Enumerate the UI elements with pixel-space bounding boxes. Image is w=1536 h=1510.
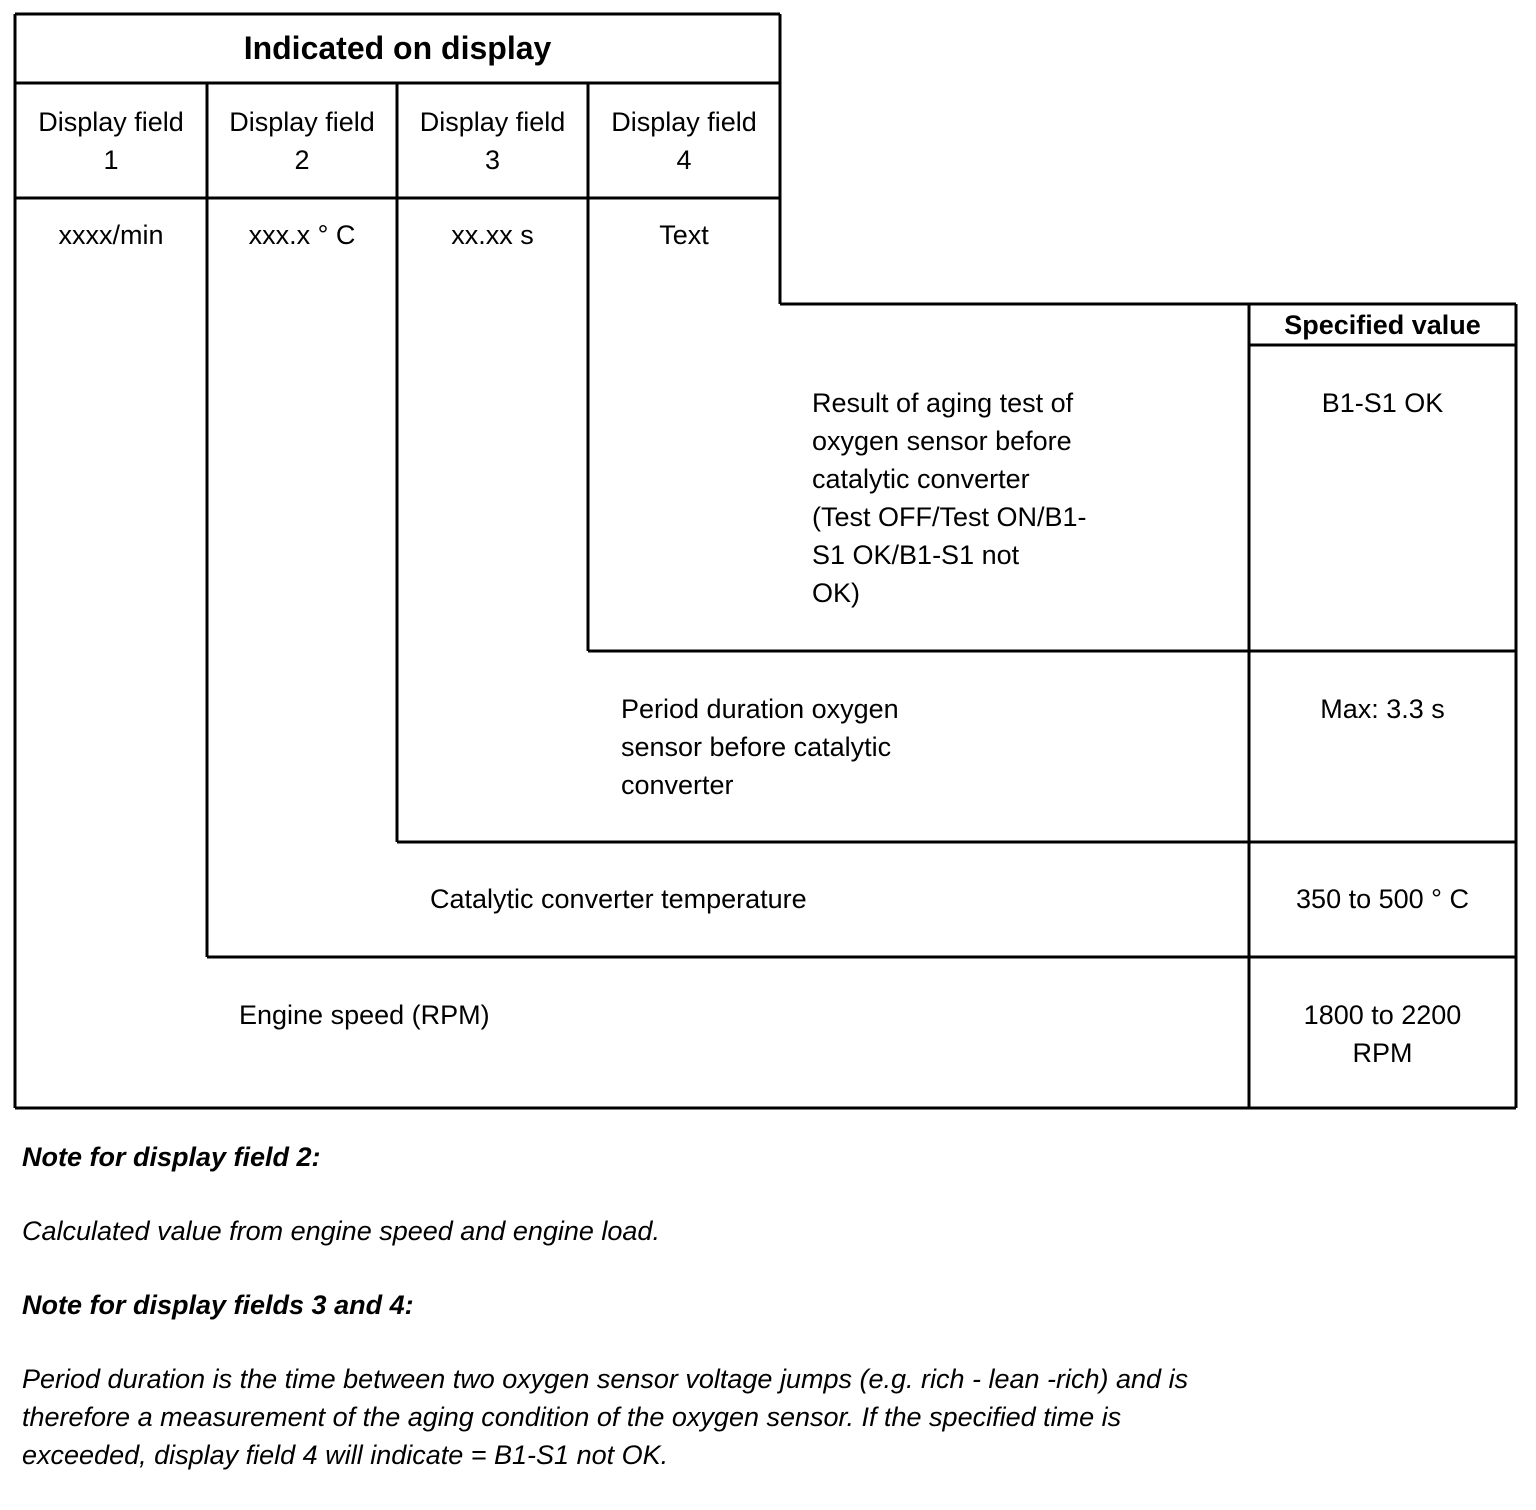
table-header-title: Indicated on display [243,30,552,66]
note-heading-fields-3-4: Note for display fields 3 and 4: [22,1290,414,1320]
column-header-display-field-1: Display field 1 [38,107,184,175]
row-specified-field-3: Max: 3.3 s [1320,694,1445,724]
display-field-1-value: xxxx/min [58,220,164,250]
row-specified-field-2: 350 to 500 ° C [1296,884,1469,914]
notes-section [22,1138,1502,1510]
specified-value-header: Specified value [1284,310,1481,340]
row-specified-field-4: B1-S1 OK [1321,388,1444,418]
row-specified-field-1: 1800 to 2200 RPM [1303,1000,1462,1068]
column-header-display-field-3: Display field 3 [419,107,566,175]
row-description-field-2: Catalytic converter temperature [430,884,807,914]
row-description-field-3: Period duration oxygen sensor before catalytic converter [621,694,899,800]
note-text-field-2: Calculated value from engine speed and engine load. [22,1216,660,1246]
note-heading-field-2: Note for display field 2: [22,1142,321,1172]
row-description-field-1: Engine speed (RPM) [239,1000,490,1030]
display-field-4-value: Text [659,220,709,250]
display-field-3-value: xx.xx s [451,220,534,250]
column-header-display-field-4: Display field 4 [611,107,757,175]
column-header-display-field-2: Display field 2 [229,107,375,175]
note-text-fields-3-4: Period duration is the time between two oxygen sensor voltage jumps (e.g. rich - lean -rich) and is therefore a measurement of the aging condition of the oxygen sensor. If the specified time is exceeded, display field 4 will indicate = B1-S1 not OK. [22,1364,1189,1470]
display-field-2-value: xxx.x ° C [248,220,356,250]
row-description-field-4: Result of aging test of oxygen sensor before catalytic converter (Test OFF/Test ON/B1- S1 OK/B1-S1 not OK) [812,388,1087,608]
